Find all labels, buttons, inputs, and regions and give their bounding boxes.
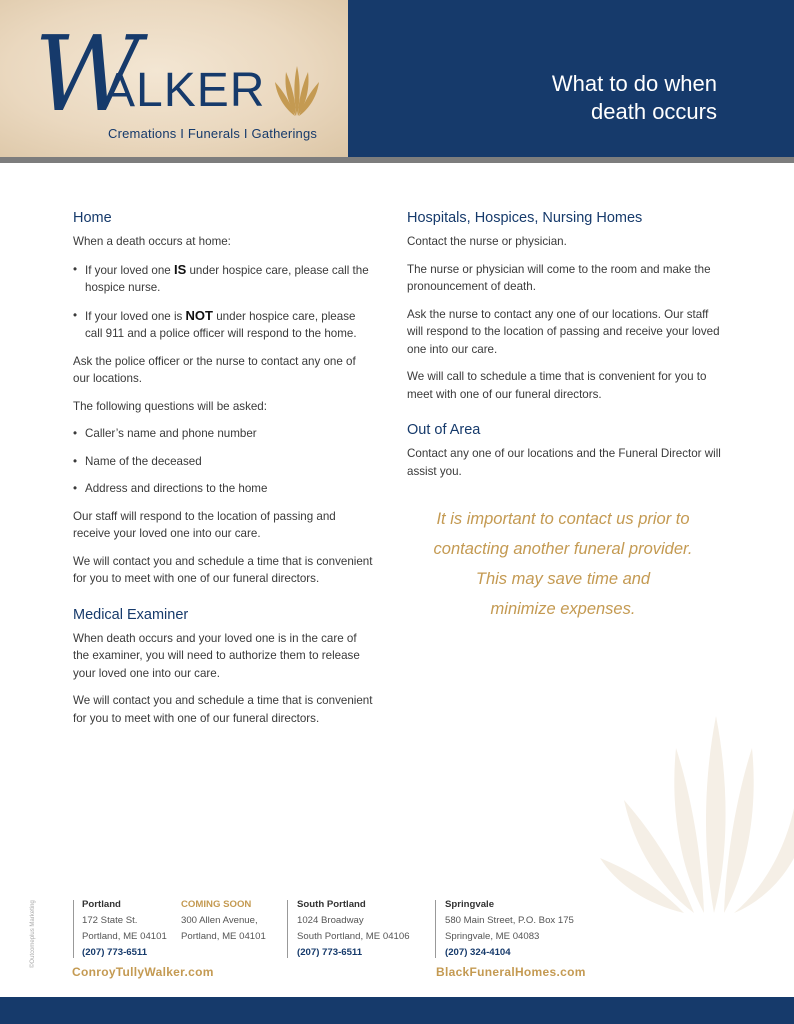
note-line: It is important to contact us prior to xyxy=(436,510,690,528)
paragraph: Ask the nurse to contact any one of our locations. Our staff will respond to the location of passing and receive your loved one into our care. xyxy=(407,307,720,356)
location-address-1: 1024 Broadway xyxy=(297,915,364,926)
paragraph: Contact any one of our locations and the Funeral Director will assist you. xyxy=(407,447,721,478)
important-note xyxy=(407,504,719,624)
shell-fan-icon xyxy=(272,62,322,118)
header xyxy=(0,0,794,157)
logo-wordmark: ALKER xyxy=(103,64,266,117)
website-link-black[interactable]: BlackFuneralHomes.com xyxy=(436,965,586,979)
location-address-2: Portland, ME 04101 xyxy=(181,931,266,942)
home-heading: Home xyxy=(73,210,112,226)
divider xyxy=(287,900,288,958)
location-address-1: 172 State St. xyxy=(82,915,138,926)
paragraph: Contact the nurse or physician. xyxy=(407,235,567,248)
paragraph: When death occurs and your loved one is in the care of the examiner, you will need to authorize them to release your loved one into our care. xyxy=(73,631,360,680)
note-line: contacting another funeral provider. xyxy=(433,540,693,558)
bullet-text: under hospice care, please call 911 and a police officer will respond to the home. xyxy=(85,309,357,340)
paragraph: Ask the police officer or the nurse to contact any one of our locations. xyxy=(73,354,356,385)
location-name: South Portland xyxy=(297,899,366,910)
paragraph: The following questions will be asked: xyxy=(73,399,267,413)
copyright-text: ©Outcomeplus Marketing xyxy=(30,900,36,968)
bullet-text: If your loved one xyxy=(85,263,174,277)
medical-examiner-heading: Medical Examiner xyxy=(73,606,189,623)
location-address-2: Portland, ME 04101 xyxy=(82,931,167,942)
note-line: minimize expenses. xyxy=(490,600,636,618)
list-item xyxy=(73,307,373,343)
left-column xyxy=(73,208,373,737)
paragraph: We will call to schedule a time that is convenient for you to meet with one of our funeral directors. xyxy=(407,370,707,401)
location-address-1: 580 Main Street, P.O. Box 175 xyxy=(445,915,574,926)
right-column xyxy=(407,208,727,624)
home-intro: When a death occurs at home: xyxy=(73,235,231,248)
emphasis: IS xyxy=(173,261,187,277)
paragraph: The nurse or physician will come to the room and make the pronouncement of death. xyxy=(407,262,711,293)
bottom-bar xyxy=(0,997,794,1024)
divider xyxy=(435,900,436,958)
location-name: COMING SOON xyxy=(181,899,252,910)
logo-initial: W xyxy=(34,13,141,135)
location-address-2: South Portland, ME 04106 xyxy=(297,931,410,942)
divider xyxy=(73,900,74,958)
list-item: • Caller’s name and phone number xyxy=(73,425,373,443)
location-name: Portland xyxy=(82,899,121,910)
title-panel xyxy=(348,0,794,157)
location-south-portland xyxy=(297,897,410,961)
location-phone[interactable]: (207) 773-6511 xyxy=(297,947,363,958)
logo-tagline: Cremations I Funerals I Gatherings xyxy=(108,126,318,141)
location-phone[interactable]: (207) 773-6511 xyxy=(82,947,148,958)
website-link-conroy[interactable]: ConroyTullyWalker.com xyxy=(72,965,214,979)
list-item: • Name of the deceased xyxy=(73,453,373,471)
paragraph: We will contact you and schedule a time that is convenient for you to meet with one of our funeral directors. xyxy=(73,694,373,725)
list-item: • Address and directions to the home xyxy=(73,480,373,498)
title-line-2: death occurs xyxy=(591,99,717,124)
hospitals-heading: Hospitals, Hospices, Nursing Homes xyxy=(407,210,643,226)
bullet-text: under hospice care, please call the hospice nurse. xyxy=(85,263,369,294)
emphasis: NOT xyxy=(185,307,213,323)
location-phone[interactable]: (207) 324-4104 xyxy=(445,947,511,958)
location-coming-soon xyxy=(181,897,266,945)
location-address-1: 300 Allen Avenue, xyxy=(181,915,258,926)
list-item xyxy=(73,261,373,297)
location-springvale xyxy=(445,897,574,961)
logo-panel xyxy=(0,0,348,157)
location-name: Springvale xyxy=(445,899,495,910)
paragraph: Our staff will respond to the location of passing and receive your loved one into our care. xyxy=(73,509,336,540)
bullet-text: If your loved one is xyxy=(85,309,186,323)
footer xyxy=(0,868,794,993)
location-portland xyxy=(82,897,167,961)
note-line: This may save time and xyxy=(475,570,651,588)
paragraph: We will contact you and schedule a time that is convenient for you to meet with one of our funeral directors. xyxy=(73,554,373,585)
location-address-2: Springvale, ME 04083 xyxy=(445,931,540,942)
out-of-area-heading: Out of Area xyxy=(407,422,481,438)
header-divider xyxy=(0,157,794,163)
title-line-1: What to do when xyxy=(551,71,717,96)
page-title xyxy=(417,70,717,126)
